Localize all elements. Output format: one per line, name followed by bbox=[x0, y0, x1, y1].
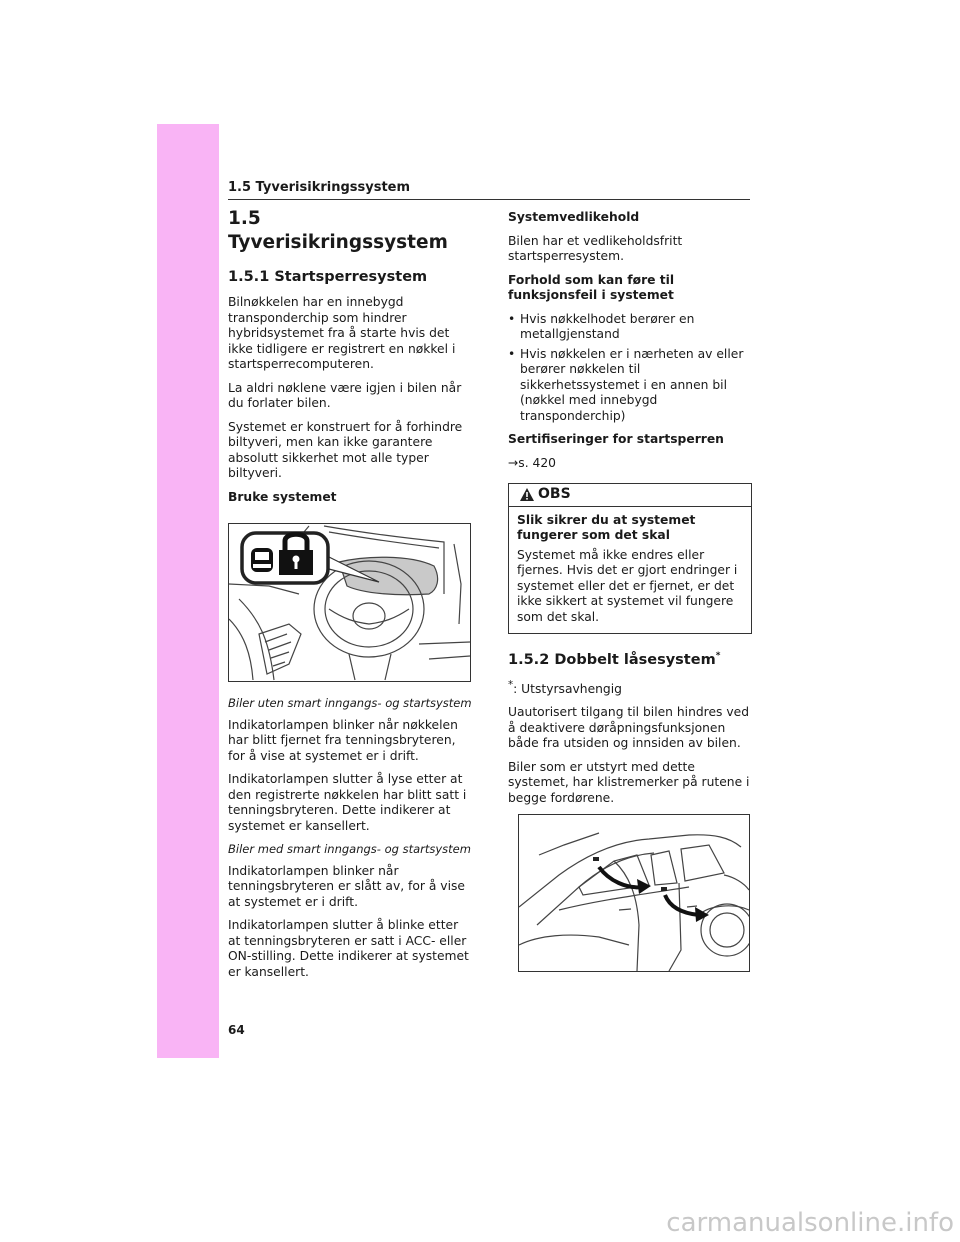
subheading: Bruke systemet bbox=[228, 489, 337, 504]
notice-body bbox=[509, 507, 751, 634]
bullet-list bbox=[508, 312, 752, 425]
notice-header bbox=[509, 484, 751, 507]
car-door-illustration bbox=[518, 814, 750, 972]
section-title: 1.5 Tyverisikringssystem bbox=[228, 208, 448, 253]
arrow-rear-door bbox=[665, 895, 709, 922]
paragraph: Indikatorlampen slutter å blinke etter at tenningsbryteren er satt i ACC- eller ON-stilling. Dette indikerer at systemet er kansellert. bbox=[228, 918, 469, 979]
dashboard-drawing bbox=[229, 524, 470, 681]
paragraph: Indikatorlampen slutter å lyse etter at den registrerte nøkkelen har blitt satt i tenningsbryteren. Dette indikerer at systemet er kansellert. bbox=[228, 772, 467, 833]
subsection-title-text: 1.5.2 Dobbelt låsesystem bbox=[508, 651, 716, 668]
notice-text: Systemet må ikke endres eller fjernes. Hvis det er gjort endringer i systemet eller det er fjernet, er det ikke sikkert at systemet vil fungere som det skal. bbox=[517, 547, 738, 624]
paragraph: Systemet er konstruert for å forhindre biltyveri, men kan ikke garantere absolutt sikkerhet mot alle typer biltyveri. bbox=[228, 419, 463, 480]
figure-caption: Biler uten smart inngangs- og startsystem bbox=[228, 696, 472, 710]
paragraph: Bilen har et vedlikeholdsfritt startsperresystem. bbox=[508, 233, 683, 263]
notice-title: Slik sikrer du at systemet fungerer som det skal bbox=[517, 512, 696, 542]
notice-box bbox=[508, 483, 752, 634]
footnote-text: : Utstyrsavhengig bbox=[513, 681, 622, 696]
dashboard-illustration bbox=[228, 523, 471, 682]
car-drawing bbox=[519, 815, 749, 971]
running-header: 1.5 Tyverisikringssystem bbox=[228, 180, 411, 195]
page-number: 64 bbox=[228, 1023, 245, 1037]
warning-triangle-icon bbox=[519, 487, 535, 502]
paragraph: La aldri nøklene være igjen i bilen når du forlater bilen. bbox=[228, 380, 462, 410]
subheading: Forhold som kan føre til funksjonsfeil i systemet bbox=[508, 272, 675, 302]
paragraph: Indikatorlampen blinker når tenningsbryteren er slått av, for å vise at systemet er i drift. bbox=[228, 863, 465, 909]
subheading: Systemvedlikehold bbox=[508, 210, 640, 224]
list-item: • Hvis nøkkelen er i nærheten av eller berører nøkkelen til sikkerhetssystemet i en annen bil (nøkkel med innebygd transponderchip) bbox=[508, 347, 752, 425]
left-column bbox=[228, 207, 473, 988]
list-item: • Hvis nøkkelhodet berører en metallgjenstand bbox=[508, 312, 752, 343]
page-tab-sidebar bbox=[157, 124, 219, 1058]
paragraph: Uautorisert tilgang til bilen hindres ved å deaktivere døråpningsfunksjonen både fra utsiden og innsiden av bilen. bbox=[508, 705, 750, 751]
page-reference: →s. 420 bbox=[508, 455, 556, 470]
notice-label: OBS bbox=[538, 486, 571, 502]
footnote-marker: * bbox=[508, 678, 514, 691]
footnote-marker: * bbox=[715, 651, 721, 661]
subsection-title: 1.5.1 Startsperresystem bbox=[228, 269, 428, 285]
footnote bbox=[508, 678, 752, 698]
subheading: Sertifiseringer for startsperren bbox=[508, 432, 724, 446]
right-column bbox=[508, 210, 752, 972]
header-divider bbox=[228, 199, 750, 200]
subsection-title bbox=[508, 646, 752, 670]
paragraph: Biler som er utstyrt med dette systemet, har klistremerker på rutene i begge fordørene. bbox=[508, 759, 750, 805]
watermark: carmanualsonline.info bbox=[666, 1208, 954, 1238]
figure-caption: Biler med smart inngangs- og startsystem bbox=[228, 842, 471, 856]
paragraph: Indikatorlampen blinker når nøkkelen har blitt fjernet fra tenningsbryteren, for å vise at systemet er i drift. bbox=[228, 717, 458, 763]
paragraph: Bilnøkkelen har en innebygd transponderchip som hindrer hybridsystemet fra å starte hvis det ikke tidligere er registrert en nøkkel i startsperrecomputeren. bbox=[228, 295, 456, 371]
